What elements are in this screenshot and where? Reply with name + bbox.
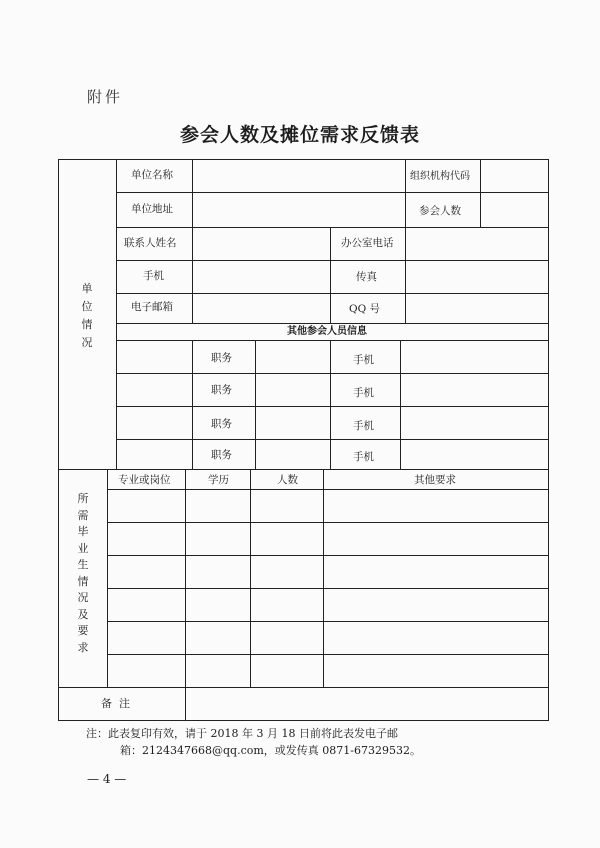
form-title: 参会人数及摊位需求反馈表	[179, 124, 420, 146]
email-input[interactable]	[194, 295, 329, 322]
other-attendee-position-label: 职务	[211, 352, 232, 364]
unit-address-label: 单位地址	[131, 203, 173, 215]
org-code-input[interactable]	[482, 161, 547, 191]
unit-name-input[interactable]	[194, 161, 404, 191]
unit-section-label: 单 位 情 况	[81, 282, 93, 349]
office-phone-input[interactable]	[407, 229, 547, 259]
mobile-label: 手机	[143, 270, 164, 282]
contact-name-label: 联系人姓名	[124, 237, 177, 249]
column-header-major: 专业或岗位	[118, 474, 171, 486]
office-phone-label: 办公室电话	[341, 237, 394, 249]
other-attendee-name-input[interactable]	[118, 441, 191, 468]
other-attendee-position-input[interactable]	[257, 441, 329, 468]
qq-label: QQ 号	[349, 303, 381, 315]
attachment-label: 附件	[87, 88, 124, 106]
unit-address-input[interactable]	[194, 194, 404, 226]
footnote	[86, 725, 546, 759]
other-attendee-phone-input[interactable]	[402, 408, 547, 438]
page-number: — 4 —	[87, 772, 127, 786]
footnote-line-1: 注：此表复印有效，请于 2018 年 3 月 18 日前将此表发电子邮	[86, 727, 398, 740]
other-attendee-position-input[interactable]	[257, 375, 329, 405]
contact-name-input[interactable]	[194, 229, 329, 259]
fax-label: 传真	[356, 271, 377, 283]
other-attendee-position-label: 职务	[211, 384, 232, 396]
column-header-other-requirements: 其他要求	[414, 474, 456, 486]
other-attendee-phone-label: 手机	[353, 354, 374, 366]
other-attendee-position-input[interactable]	[257, 342, 329, 372]
attendee-count-input[interactable]	[482, 194, 547, 226]
unit-name-label: 单位名称	[131, 169, 173, 181]
other-attendee-position-label: 职务	[211, 449, 232, 461]
remarks-input[interactable]	[187, 689, 547, 719]
other-attendees-title: 其他参会人员信息	[287, 326, 367, 337]
graduate-section-label: 所 需 毕 业 生 情 况 及 要 求	[77, 492, 89, 654]
other-attendee-phone-input[interactable]	[402, 375, 547, 405]
other-attendee-phone-label: 手机	[353, 387, 374, 399]
other-attendee-name-input[interactable]	[118, 408, 191, 438]
column-header-headcount: 人数	[277, 474, 298, 486]
email-label: 电子邮箱	[131, 301, 173, 313]
other-attendee-phone-input[interactable]	[402, 441, 547, 468]
other-attendee-name-input[interactable]	[118, 342, 191, 372]
fax-input[interactable]	[407, 262, 547, 292]
remarks-label: 备 注	[101, 697, 130, 710]
other-attendee-phone-label: 手机	[353, 420, 374, 432]
other-attendee-phone-input[interactable]	[402, 342, 547, 372]
mobile-input[interactable]	[194, 262, 329, 292]
column-header-education: 学历	[208, 474, 229, 486]
qq-input[interactable]	[407, 295, 547, 322]
other-attendee-phone-label: 手机	[353, 451, 374, 463]
other-attendee-position-label: 职务	[211, 418, 232, 430]
footnote-line-2: 箱：2124347668@qq.com，或发传真 0871-67329532。	[120, 744, 421, 757]
other-attendee-name-input[interactable]	[118, 375, 191, 405]
org-code-label: 组织机构代码	[410, 171, 470, 182]
attendee-count-label: 参会人数	[419, 205, 461, 217]
other-attendee-position-input[interactable]	[257, 408, 329, 438]
